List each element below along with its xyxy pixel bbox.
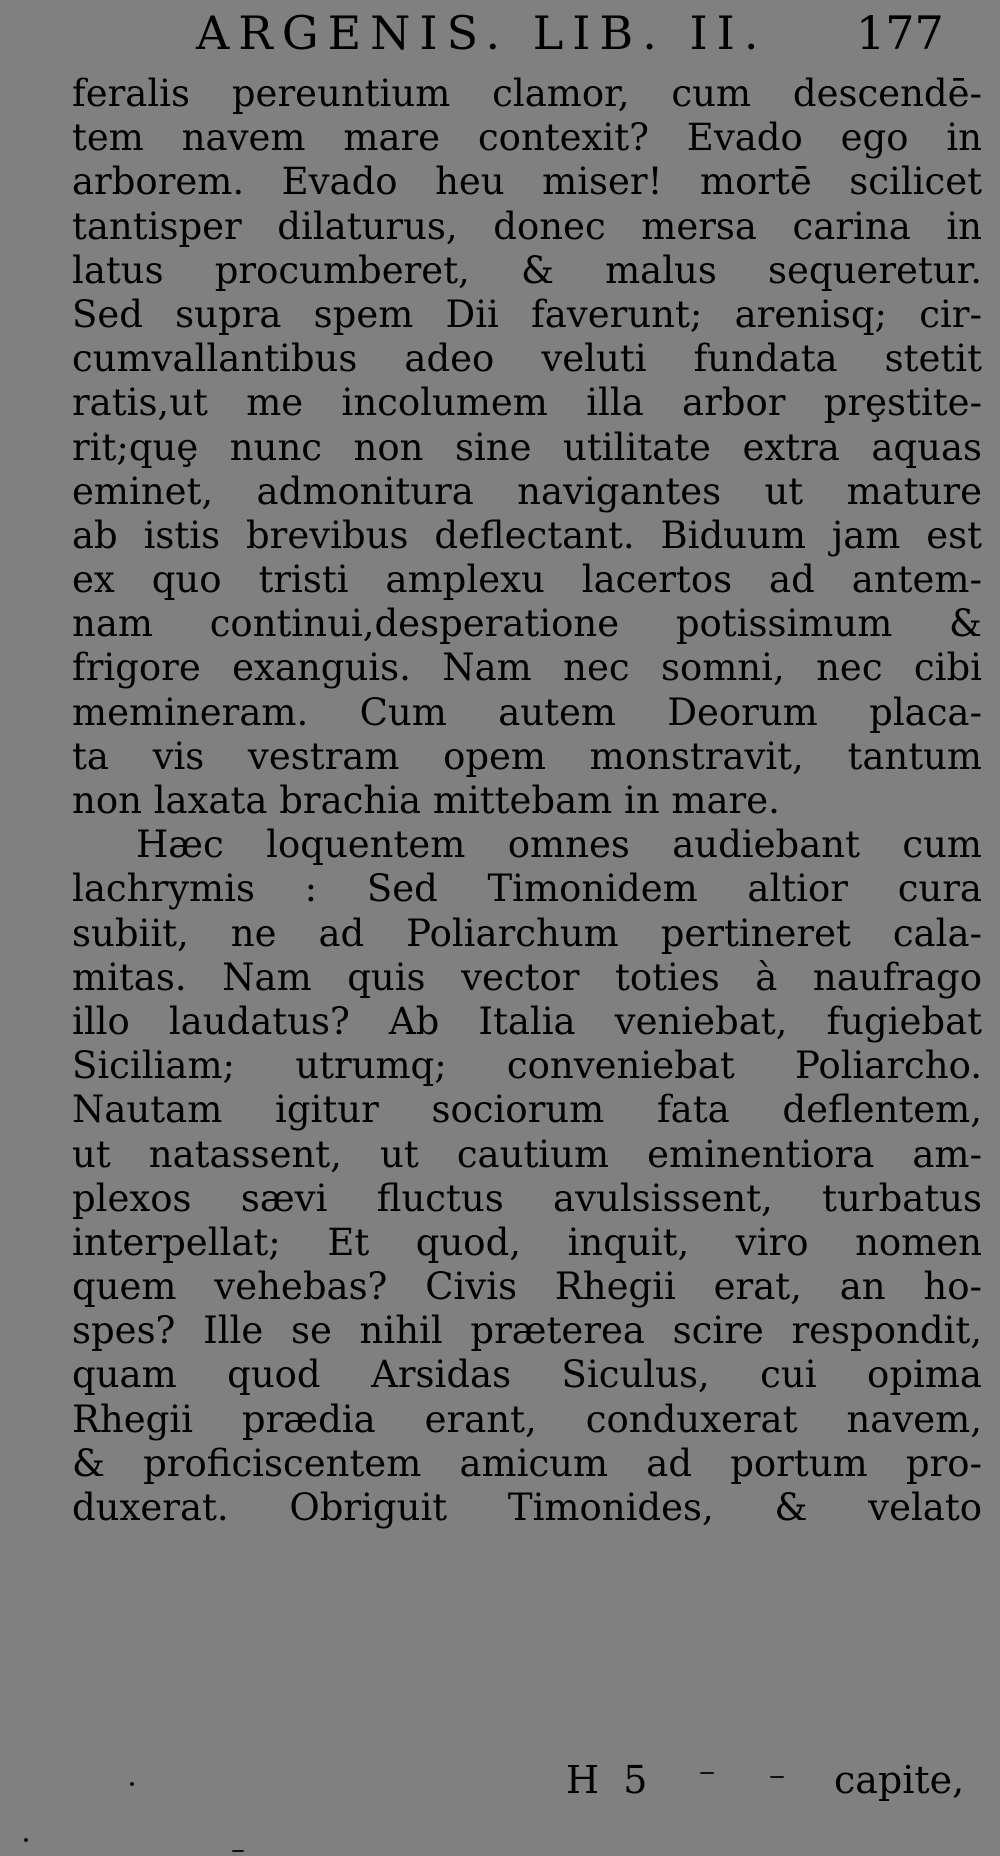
text-line: Hæc loquentem omnes audiebant cum	[136, 823, 982, 867]
text-line: ex quo tristi amplexu lacertos ad antem-	[72, 558, 982, 602]
text-line: subiit, ne ad Poliarchum pertineret cala-	[72, 911, 982, 955]
text-line: quem vehebas? Civis Rhegii erat, an ho-	[72, 1265, 982, 1309]
text-line: & proficiscentem amicum ad portum pro-	[72, 1441, 982, 1485]
page-footer	[0, 1758, 1000, 1808]
signature-mark: H 5	[566, 1758, 654, 1802]
text-line: tem navem mare contexit? Evado ego in	[72, 116, 982, 160]
text-line: non laxata brachia mittebam in mare.	[72, 779, 780, 822]
text-line: illo laudatus? Ab Italia veniebat, fugiebat	[72, 999, 982, 1043]
text-line: ab istis brevibus deflectant. Biduum jam est	[72, 513, 982, 557]
text-line: interpellat; Et quod, inquit, viro nomen	[72, 1220, 982, 1264]
ink-speck	[24, 1838, 28, 1842]
text-line: quam quod Arsidas Siculus, cui opima	[72, 1353, 982, 1397]
body-text	[72, 72, 982, 1530]
ink-speck	[232, 1850, 244, 1852]
text-line: memineram. Cum autem Deorum placa-	[72, 690, 982, 734]
text-line: frigore exanguis. Nam nec somni, nec cibi	[72, 646, 982, 690]
running-title: ARGENIS. LIB. II.	[196, 6, 768, 60]
ink-speck	[770, 1776, 784, 1778]
text-line: tantisper dilaturus, donec mersa carina in	[72, 204, 982, 248]
text-line: arborem. Evado heu miser! mortē scilicet	[72, 160, 982, 204]
text-line: nam continui,desperatione potissimum &	[72, 602, 982, 646]
text-line: cumvallantibus adeo veluti fundata stetit	[72, 337, 982, 381]
text-line: lachrymis : Sed Timonidem altior cura	[72, 867, 982, 911]
text-line: rit;quȩ nunc non sine utilitate extra aquas	[72, 425, 982, 469]
text-line: latus procumberet, & malus sequeretur.	[72, 248, 982, 292]
text-line: ut natassent, ut cautium eminentiora am-	[72, 1132, 982, 1176]
text-line: duxerat. Obriguit Timonides, & velato	[72, 1486, 982, 1529]
text-line: mitas. Nam quis vector toties à naufrago	[72, 955, 982, 999]
text-line: Nautam igitur sociorum fata deflentem,	[72, 1088, 982, 1132]
page-header	[0, 6, 1000, 58]
catchword: capite,	[834, 1758, 965, 1802]
text-line: Sed supra spem Dii faverunt; arenisq; cir-	[72, 292, 982, 336]
text-line: feralis pereuntium clamor, cum descendē-	[72, 72, 982, 115]
text-line: eminet, admonitura navigantes ut mature	[72, 469, 982, 513]
text-line: ratis,ut me incolumem illa arbor prȩstite-	[72, 381, 982, 425]
page-number: 177	[856, 6, 944, 60]
ink-speck	[700, 1772, 714, 1774]
text-line: plexos sævi fluctus avulsissent, turbatus	[72, 1176, 982, 1220]
text-line: Siciliam; utrumq; conveniebat Poliarcho.	[72, 1044, 982, 1088]
text-line: spes? Ille se nihil præterea scire respondit,	[72, 1309, 982, 1353]
ink-speck	[130, 1782, 134, 1786]
text-line: ta vis vestram opem monstravit, tantum	[72, 734, 982, 778]
text-line: Rhegii prædia erant, conduxerat navem,	[72, 1397, 982, 1441]
